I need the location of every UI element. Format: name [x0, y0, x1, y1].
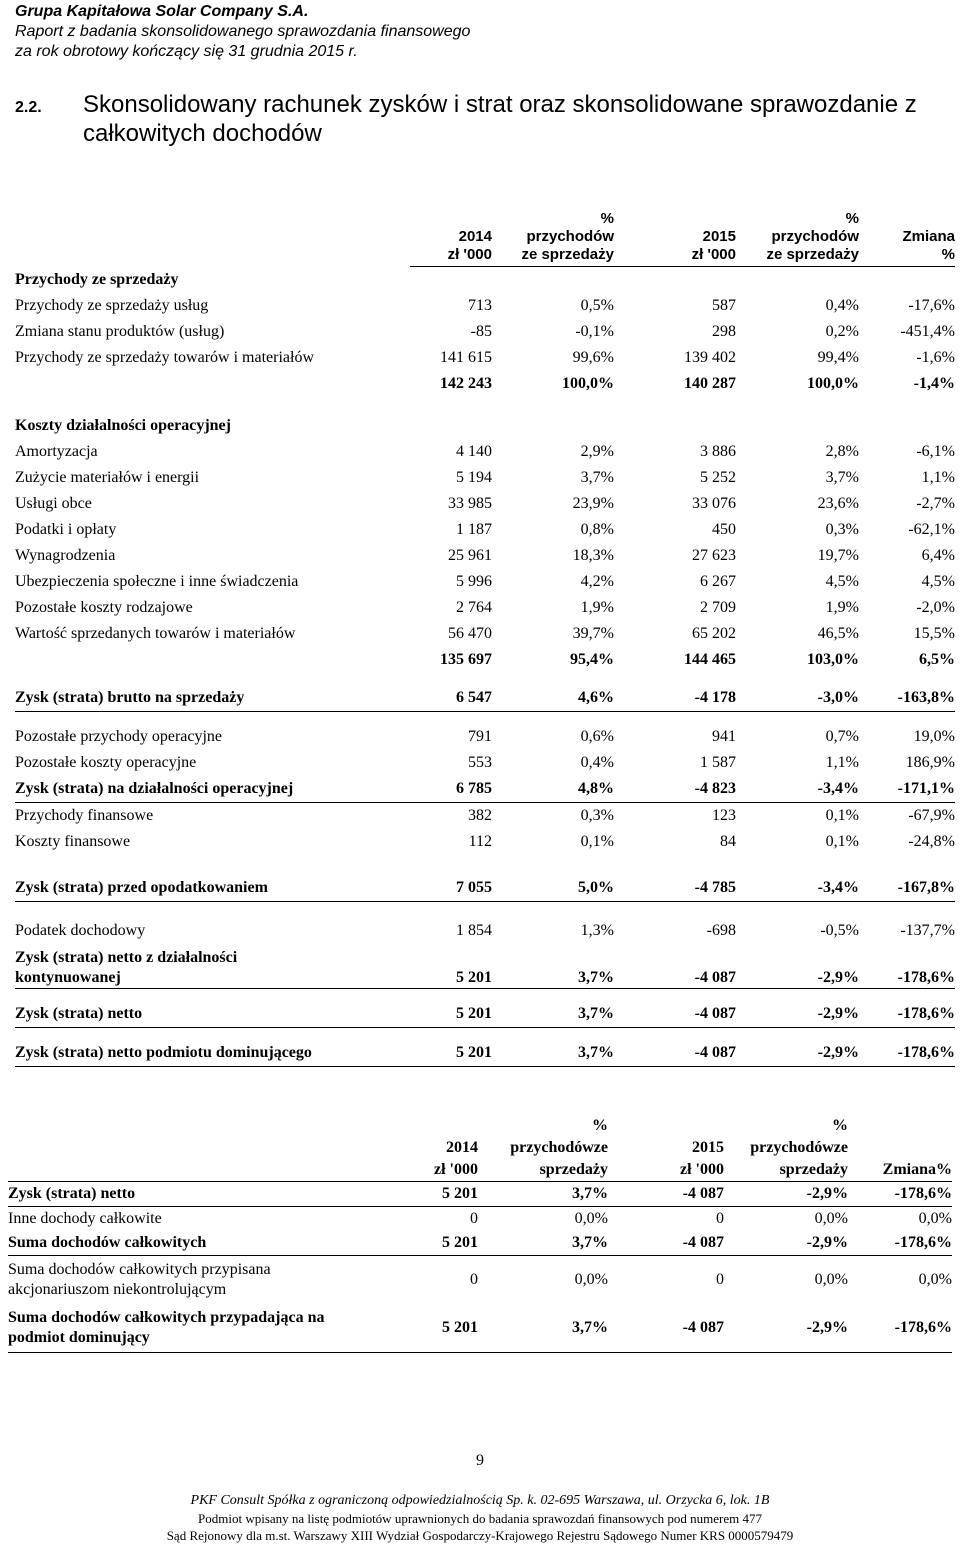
table-cell: 0,2%	[825, 323, 859, 340]
table-cell: 5 201	[410, 1001, 492, 1028]
row-label: Przychody ze sprzedaży towarów i materiałów	[15, 349, 314, 366]
table-cell: 3,7%	[492, 1001, 614, 1028]
table-cell: 186,9%	[905, 754, 955, 771]
row-label	[15, 371, 410, 397]
table-cell: 15,5%	[913, 625, 955, 642]
row-label: Suma dochodów całkowitych przypisana akcjonariuszom niekontrolującym	[8, 1261, 271, 1298]
table-header-row	[15, 196, 955, 267]
column-header	[478, 1113, 608, 1182]
table-cell: 139 402	[684, 349, 736, 366]
column-header-line: 2014	[446, 1139, 478, 1156]
table-cell: 0,7%	[825, 728, 859, 745]
table-cell: 713	[468, 297, 492, 314]
row-label: Wynagrodzenia	[15, 547, 116, 564]
table-cell: 25 961	[448, 547, 492, 564]
table-cell: -17,6%	[908, 297, 955, 314]
table-cell: 39,7%	[572, 625, 614, 642]
table-cell: 123	[712, 807, 736, 824]
table-cell: 0,0%	[918, 1210, 952, 1227]
column-header-line	[859, 210, 955, 228]
row-label: Wartość sprzedanych towarów i materiałów	[15, 625, 296, 642]
table-cell: 18,3%	[572, 547, 614, 564]
column-header-line: przychodów	[771, 228, 859, 245]
table-cell: -1,4%	[913, 375, 955, 392]
row-label: Zysk (strata) netto	[15, 1001, 410, 1028]
table-cell: 0,1%	[825, 833, 859, 850]
income-statement-table	[15, 196, 955, 1067]
table-cell: -67,9%	[908, 807, 955, 824]
table-cell: 0,5%	[580, 297, 614, 314]
table-cell: 4,5%	[825, 573, 859, 590]
table-cell: -2,9%	[724, 1304, 848, 1353]
table-cell: 27 623	[692, 547, 736, 564]
table-row	[15, 647, 955, 673]
table-cell: -137,7%	[900, 922, 955, 939]
table-cell: -4 087	[614, 1040, 736, 1067]
table-cell: 2,9%	[580, 443, 614, 460]
table-header-row	[8, 1113, 952, 1182]
column-header	[614, 196, 736, 267]
column-header-line: Zmiana	[902, 228, 955, 245]
row-label: Podatek dochodowy	[15, 922, 146, 939]
row-label: Suma dochodów całkowitych	[8, 1231, 370, 1256]
row-label: Pozostałe koszty operacyjne	[15, 754, 197, 771]
table-cell: 1 187	[456, 521, 492, 538]
table-row	[15, 803, 955, 830]
column-header	[492, 196, 614, 267]
column-header	[608, 1113, 724, 1182]
table-row	[15, 517, 955, 543]
column-header-line: sprzedaży	[539, 1161, 608, 1178]
table-cell: 0,1%	[580, 833, 614, 850]
table-cell: -698	[706, 922, 736, 939]
table-row	[15, 776, 955, 803]
table-row	[15, 543, 955, 569]
column-header	[736, 196, 859, 267]
table-cell: 3 886	[700, 443, 736, 460]
column-header-line	[370, 1115, 478, 1137]
row-label: Amortyzacja	[15, 443, 98, 460]
table-cell: -167,8%	[859, 875, 955, 902]
table-cell: -451,4%	[900, 323, 955, 340]
table-cell: -85	[470, 323, 492, 340]
column-header-line: %	[845, 210, 859, 227]
table-cell: -178,6%	[859, 1001, 955, 1028]
table-cell: -2,9%	[736, 1001, 859, 1028]
row-label	[15, 944, 410, 989]
column-header	[848, 1113, 952, 1182]
table-row	[15, 918, 955, 944]
table-cell: 3,7%	[580, 469, 614, 486]
row-label: Zysk (strata) netto podmiotu dominującego	[15, 1040, 410, 1067]
section-number: 2.2.	[15, 99, 42, 116]
column-header-line: %	[592, 1117, 608, 1134]
table-cell: 1 854	[456, 922, 492, 939]
table-cell: -0,5%	[820, 922, 859, 939]
table-cell: 3,7%	[478, 1231, 608, 1256]
table-cell: 6 267	[700, 573, 736, 590]
column-header-line: Zmiana%	[882, 1161, 952, 1178]
table-row	[15, 1001, 955, 1028]
table-cell: -2,7%	[916, 495, 955, 512]
column-header-line: 2015	[702, 228, 736, 245]
table-cell: 4,8%	[492, 776, 614, 803]
table-cell: 0	[470, 1210, 478, 1227]
table-cell: 791	[468, 728, 492, 745]
table-row	[15, 685, 955, 712]
table-cell	[492, 267, 614, 294]
table-cell: 1,3%	[580, 922, 614, 939]
table-cell: -3,4%	[736, 875, 859, 902]
table-cell: 0	[716, 1210, 724, 1227]
table-cell: -4 178	[614, 685, 736, 712]
table-cell: -24,8%	[908, 833, 955, 850]
column-header-line: %	[941, 246, 955, 263]
table-cell: 140 287	[684, 375, 736, 392]
comprehensive-income-table	[8, 1113, 952, 1353]
table-cell	[410, 267, 492, 294]
column-header-line: zł '000	[434, 1161, 478, 1178]
row-label: Pozostałe przychody operacyjne	[15, 728, 223, 745]
row-label: Zysk (strata) na działalności operacyjnej	[15, 776, 410, 803]
row-label: Usługi obce	[15, 495, 92, 512]
table-row	[15, 319, 955, 345]
table-cell: 0,3%	[580, 807, 614, 824]
column-header-line	[848, 1115, 952, 1137]
column-header-line: przychodówze	[510, 1139, 608, 1156]
row-label: Ubezpieczenia społeczne i inne świadczenia	[15, 573, 299, 590]
table-cell: 0,8%	[580, 521, 614, 538]
table-row	[15, 724, 955, 750]
table-cell: -4 087	[608, 1182, 724, 1207]
row-label: Zysk (strata) brutto na sprzedaży	[15, 685, 410, 712]
table-cell: 6 785	[410, 776, 492, 803]
table-cell: 5 201	[370, 1182, 478, 1207]
row-label: Suma dochodów całkowitych przypadająca na podmiot dominujący	[8, 1304, 370, 1353]
table-cell: 5 194	[456, 469, 492, 486]
table-cell: 298	[712, 323, 736, 340]
column-header-line: %	[832, 1117, 848, 1134]
table-cell: -163,8%	[859, 685, 955, 712]
table-cell: 0,0%	[918, 1271, 952, 1288]
row-label: Przychody ze sprzedaży usług	[15, 297, 209, 314]
table-cell: 3,7%	[825, 469, 859, 486]
table-row	[15, 944, 955, 989]
column-header-line: %	[600, 210, 614, 227]
table-cell: 0,1%	[825, 807, 859, 824]
row-label	[15, 647, 410, 673]
table-cell: 99,4%	[817, 349, 859, 366]
table-cell: -2,9%	[724, 1231, 848, 1256]
table-cell: 0,0%	[574, 1210, 608, 1227]
table-cell: 0,4%	[580, 754, 614, 771]
table-row	[15, 1040, 955, 1067]
table-cell: -2,0%	[916, 599, 955, 616]
column-header-line	[848, 1137, 952, 1159]
table-cell: -4 823	[614, 776, 736, 803]
row-label: Zużycie materiałów i energii	[15, 469, 200, 486]
page-number: 9	[476, 1452, 484, 1469]
table-cell: 6 547	[410, 685, 492, 712]
table-cell: 7 055	[410, 875, 492, 902]
table-cell: -178,6%	[848, 1231, 952, 1256]
row-label: Podatki i opłaty	[15, 521, 117, 538]
table-cell: 3,7%	[478, 1304, 608, 1353]
column-header-line: zł '000	[691, 246, 736, 263]
table-cell: 19,7%	[817, 547, 859, 564]
table-cell: 0,0%	[574, 1271, 608, 1288]
table-row	[15, 267, 955, 294]
table-row	[15, 465, 955, 491]
table-cell: -2,9%	[736, 1040, 859, 1067]
table-cell: -4 785	[614, 875, 736, 902]
table-cell: 4,5%	[921, 573, 955, 590]
table-cell: 144 465	[684, 651, 736, 668]
table-cell	[736, 413, 859, 439]
column-header	[724, 1113, 848, 1182]
table-row	[8, 1207, 952, 1232]
column-header-line	[410, 210, 492, 228]
table-cell: 56 470	[448, 625, 492, 642]
report-title-line1: Raport z badania skonsolidowanego sprawozdania finansowego	[15, 23, 471, 40]
table-cell: 587	[712, 297, 736, 314]
footer-line1: PKF Consult Spółka z ograniczoną odpowiedzialnością Sp. k. 02-695 Warszawa, ul. Orzycka 6, lok. 1B	[190, 1493, 770, 1508]
table-cell: -1,6%	[916, 349, 955, 366]
table-cell: 99,6%	[572, 349, 614, 366]
row-label-line: Zysk (strata) netto z działalności	[15, 949, 238, 966]
table-row	[15, 413, 955, 439]
table-cell	[614, 413, 736, 439]
table-cell: 3,7%	[492, 944, 614, 989]
table-cell: 5,0%	[492, 875, 614, 902]
table-cell: 5 201	[370, 1231, 478, 1256]
table-cell: -2,9%	[736, 944, 859, 989]
row-label: Inne dochody całkowite	[8, 1210, 162, 1227]
table-cell: 135 697	[440, 651, 492, 668]
table-cell	[614, 267, 736, 294]
table-row	[15, 293, 955, 319]
table-cell: 0,0%	[814, 1210, 848, 1227]
table-cell: 100,0%	[807, 375, 859, 392]
column-header	[859, 196, 955, 267]
table-cell: -178,6%	[848, 1304, 952, 1353]
table-cell: 100,0%	[562, 375, 614, 392]
table-cell: 3,7%	[492, 1040, 614, 1067]
row-label: Zysk (strata) przed opodatkowaniem	[15, 875, 410, 902]
table-cell: 0,3%	[825, 521, 859, 538]
column-header-line	[614, 210, 736, 228]
table-cell	[859, 267, 955, 294]
column-header-line: zł '000	[447, 246, 492, 263]
table-cell: -4 087	[614, 944, 736, 989]
table-cell: -178,6%	[848, 1182, 952, 1207]
table-cell: 33 985	[448, 495, 492, 512]
table-cell: -3,4%	[736, 776, 859, 803]
table-cell: 4,2%	[580, 573, 614, 590]
table-cell: 5 201	[370, 1304, 478, 1353]
table-cell: 1 587	[700, 754, 736, 771]
table-cell: 84	[720, 833, 736, 850]
column-header	[410, 196, 492, 267]
table-cell: 65 202	[692, 625, 736, 642]
table-cell: 46,5%	[817, 625, 859, 642]
table-row	[15, 621, 955, 647]
row-label: Koszty działalności operacyjnej	[15, 417, 231, 434]
table-cell: 2,8%	[825, 443, 859, 460]
table-cell: 95,4%	[570, 651, 614, 668]
table-row	[15, 345, 955, 371]
column-header-line: 2014	[458, 228, 492, 245]
table-cell: 3,7%	[478, 1182, 608, 1207]
footer-line2: Podmiot wpisany na listę podmiotów uprawnionych do badania sprawozdań finansowych pod numerem 477	[198, 1511, 762, 1526]
table-row	[15, 750, 955, 776]
table-row	[15, 829, 955, 855]
row-label: Koszty finansowe	[15, 833, 131, 850]
section-title: Skonsolidowany rachunek zysków i strat oraz skonsolidowane sprawozdanie z całkowitych dochodów	[83, 91, 917, 147]
table-cell: -2,9%	[724, 1182, 848, 1207]
table-cell: -0,1%	[575, 323, 614, 340]
table-cell: -178,6%	[859, 1040, 955, 1067]
table-cell: 553	[468, 754, 492, 771]
table-row	[15, 569, 955, 595]
table-cell	[410, 413, 492, 439]
column-header-line: przychodówze	[750, 1139, 848, 1156]
table-cell: 5 201	[410, 944, 492, 989]
row-label: Przychody finansowe	[15, 807, 154, 824]
row-label: Pozostałe koszty rodzajowe	[15, 599, 193, 616]
table-cell: 1,9%	[825, 599, 859, 616]
table-cell: 5 201	[410, 1040, 492, 1067]
table-cell	[492, 413, 614, 439]
table-cell	[859, 413, 955, 439]
table-cell: -6,1%	[916, 443, 955, 460]
table-cell: -4 087	[608, 1304, 724, 1353]
table-cell: -4 087	[608, 1231, 724, 1256]
report-title-line2: za rok obrotowy kończący się 31 grudnia 2015 r.	[15, 43, 358, 60]
table-cell: 23,9%	[572, 495, 614, 512]
table-row	[15, 875, 955, 902]
column-header	[370, 1113, 478, 1182]
table-row	[15, 491, 955, 517]
company-name: Grupa Kapitałowa Solar Company S.A.	[15, 3, 309, 20]
table-row	[8, 1231, 952, 1256]
table-row	[8, 1304, 952, 1353]
table-cell: 5 252	[700, 469, 736, 486]
table-cell: -3,0%	[736, 685, 859, 712]
table-cell: -171,1%	[859, 776, 955, 803]
table-cell: 2 709	[700, 599, 736, 616]
table-cell: 142 243	[440, 375, 492, 392]
table-cell: 4 140	[456, 443, 492, 460]
table-cell: 382	[468, 807, 492, 824]
column-header-line: ze sprzedaży	[521, 246, 614, 263]
table-cell: 2 764	[456, 599, 492, 616]
table-cell: 0,6%	[580, 728, 614, 745]
table-cell: 5 996	[456, 573, 492, 590]
column-header-line	[608, 1115, 724, 1137]
table-cell: 1,1%	[825, 754, 859, 771]
table-row	[8, 1256, 952, 1305]
column-header-line: zł '000	[680, 1161, 724, 1178]
table-cell: 33 076	[692, 495, 736, 512]
table-cell: 141 615	[440, 349, 492, 366]
table-row	[15, 595, 955, 621]
column-header-line: sprzedaży	[779, 1161, 848, 1178]
table-cell: 103,0%	[807, 651, 859, 668]
table-cell: 0	[470, 1271, 478, 1288]
table-cell: -4 087	[614, 1001, 736, 1028]
table-cell: -178,6%	[859, 944, 955, 989]
column-header-line: przychodów	[526, 228, 614, 245]
table-cell: 450	[712, 521, 736, 538]
table-row	[8, 1182, 952, 1207]
table-cell: 4,6%	[492, 685, 614, 712]
table-cell: 19,0%	[913, 728, 955, 745]
column-header-line: 2015	[692, 1139, 724, 1156]
table-cell: 6,5%	[919, 651, 955, 668]
table-cell: -62,1%	[908, 521, 955, 538]
table-cell: 0,0%	[814, 1271, 848, 1288]
table-cell: 1,1%	[921, 469, 955, 486]
table-cell: 23,6%	[817, 495, 859, 512]
row-label-line: kontynuowanej	[15, 969, 121, 986]
column-header-line: ze sprzedaży	[766, 246, 859, 263]
table-cell: 6,4%	[921, 547, 955, 564]
table-row	[15, 371, 955, 397]
table-cell: 941	[712, 728, 736, 745]
row-label: Przychody ze sprzedaży	[15, 270, 179, 288]
row-label: Zysk (strata) netto	[8, 1182, 370, 1207]
table-row	[15, 439, 955, 465]
footer-line3: Sąd Rejonowy dla m.st. Warszawy XIII Wydział Gospodarczy-Krajowego Rejestru Sądowego Numer KRS 0000579479	[166, 1528, 794, 1543]
table-cell	[736, 267, 859, 294]
table-cell: 0,4%	[825, 297, 859, 314]
table-cell: 0	[716, 1271, 724, 1288]
table-cell: 1,9%	[580, 599, 614, 616]
table-cell: 112	[468, 833, 492, 850]
row-label: Zmiana stanu produktów (usług)	[15, 323, 225, 340]
